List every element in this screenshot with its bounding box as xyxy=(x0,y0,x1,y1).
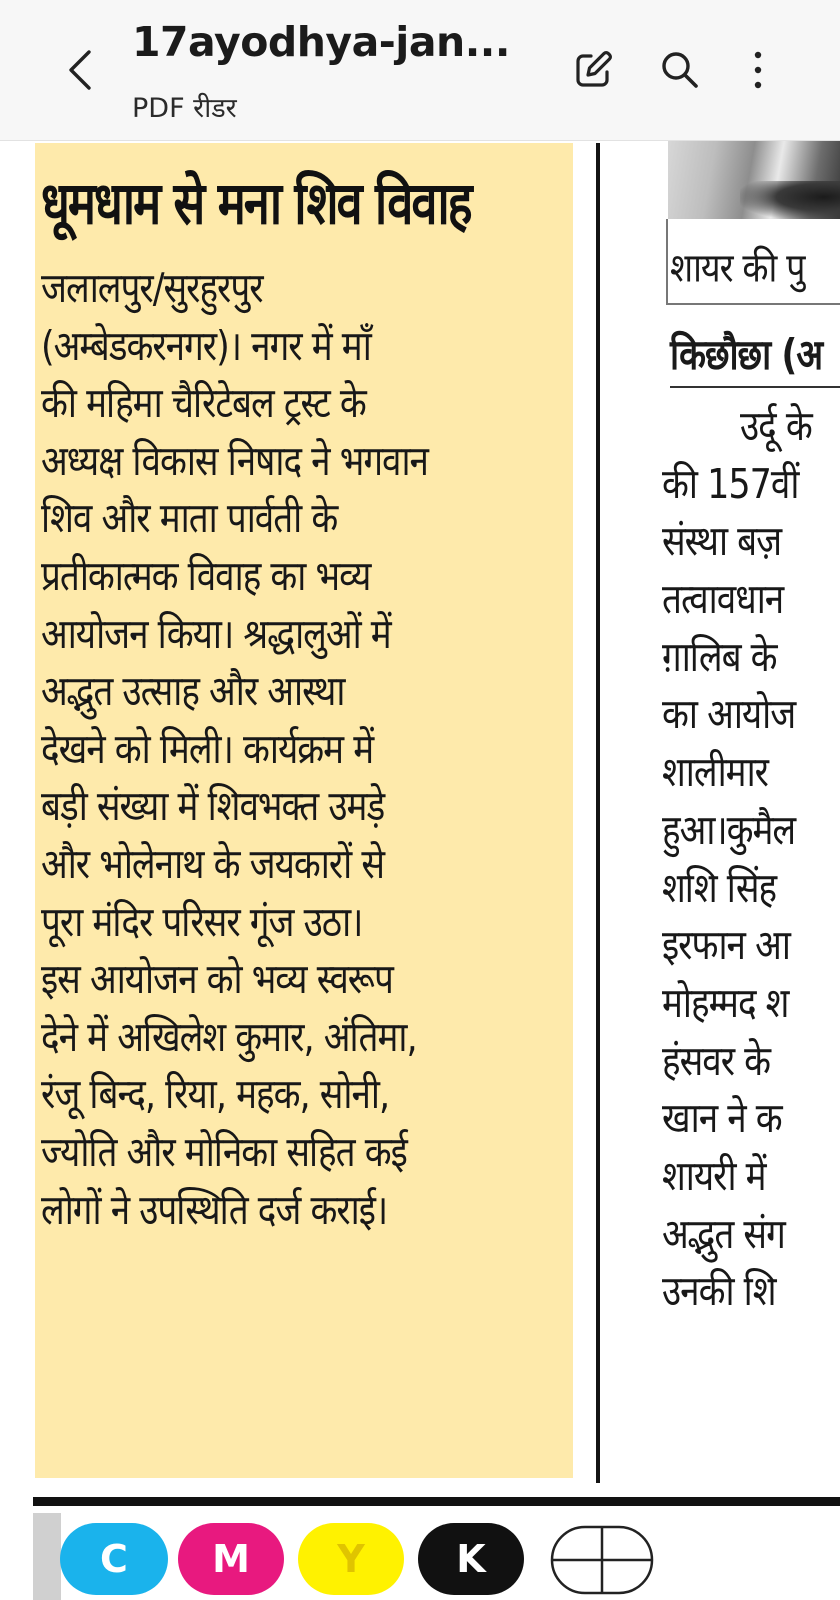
adjacent-line: हुआ।कुमैल xyxy=(662,807,796,855)
adjacent-line: का आयोज xyxy=(662,691,796,739)
adjacent-line: की 157वीं xyxy=(662,460,799,509)
cyan-registration-mark: C xyxy=(60,1523,168,1595)
more-options-button[interactable] xyxy=(736,44,780,96)
search-icon xyxy=(658,48,702,92)
article-photo-detail xyxy=(740,181,840,221)
article-line: पूरा मंदिर परिसर गूंज उठा। xyxy=(41,898,363,946)
crosshair-registration-icon xyxy=(550,1525,654,1595)
search-button[interactable] xyxy=(654,44,706,96)
adjacent-line: उर्दू के xyxy=(740,403,812,451)
adjacent-line: शायरी में xyxy=(662,1153,766,1201)
article-line: और भोलेनाथ के जयकारों से xyxy=(41,841,385,889)
article-line: शिव और माता पार्वती के xyxy=(41,495,338,543)
adjacent-line: ग़ालिब के xyxy=(662,633,777,682)
article-line: ज्योति और मोनिका सहित कई xyxy=(41,1129,407,1177)
page-bottom-rule xyxy=(33,1497,840,1506)
adjacent-line: इरफान आ xyxy=(662,922,790,970)
article-line: रंजू बिन्द, रिया, महक, सोनी, xyxy=(41,1071,390,1119)
gray-registration-block xyxy=(33,1513,61,1600)
article-headline: धूमधाम से मना शिव विवाह xyxy=(41,169,471,239)
article-body xyxy=(41,261,573,1240)
back-button[interactable] xyxy=(52,38,108,102)
photo-caption: शायर की पु xyxy=(670,244,805,293)
adjacent-line: मोहम्मद श xyxy=(662,980,789,1028)
app-subtitle: PDF रीडर xyxy=(132,93,237,124)
article-line: इस आयोजन को भव्य स्वरूप xyxy=(41,956,393,1004)
magenta-registration-mark: M xyxy=(178,1523,284,1595)
yellow-registration-mark: Y xyxy=(298,1523,404,1595)
adjacent-body xyxy=(662,399,840,1322)
adjacent-line: संस्था बज़ xyxy=(662,518,782,566)
adjacent-line: उनकी शि xyxy=(662,1268,776,1316)
chevron-left-icon xyxy=(65,48,95,92)
adjacent-line: शालीमार xyxy=(662,749,768,797)
article-line: की महिमा चैरिटेबल ट्रस्ट के xyxy=(41,380,366,428)
article-line: देखने को मिली। कार्यक्रम में xyxy=(41,726,374,774)
app-bar xyxy=(0,0,840,141)
article-line: बड़ी संख्या में शिवभक्त उमड़े xyxy=(41,783,385,831)
adjacent-line: शशि सिंह xyxy=(662,864,777,912)
black-registration-mark: K xyxy=(418,1523,524,1595)
dateline-divider xyxy=(670,386,840,388)
article-line: प्रतीकात्मक विवाह का भव्य xyxy=(41,553,371,601)
article-line: देने में अखिलेश कुमार, अंतिमा, xyxy=(41,1013,417,1062)
pdf-page-view[interactable] xyxy=(0,141,840,1501)
edit-button[interactable] xyxy=(567,44,619,96)
article-line: अद्भुत उत्साह और आस्था xyxy=(41,668,345,716)
article-line: लोगों ने उपस्थिति दर्ज कराई। xyxy=(41,1186,388,1234)
article-line: आयोजन किया। श्रद्धालुओं में xyxy=(41,610,391,659)
more-vertical-icon xyxy=(751,50,765,90)
adjacent-article xyxy=(600,141,840,1501)
article-line: अध्यक्ष विकास निषाद ने भगवान xyxy=(41,438,428,486)
article-line: (अम्बेडकरनगर)। नगर में माँ xyxy=(41,322,371,371)
edit-icon xyxy=(571,48,615,92)
adjacent-line: खान ने क xyxy=(662,1095,782,1143)
adjacent-line: तत्वावधान xyxy=(662,576,784,624)
adjacent-line: अद्भुत संग xyxy=(662,1210,785,1259)
adjacent-dateline: किछौछा (अ xyxy=(670,332,823,380)
adjacent-line: हंसवर के xyxy=(662,1037,771,1086)
document-title: 17ayodhya-jan... xyxy=(132,18,510,66)
article-line: जलालपुर/सुरहुरपुर xyxy=(41,265,263,313)
article-box xyxy=(35,143,573,1478)
